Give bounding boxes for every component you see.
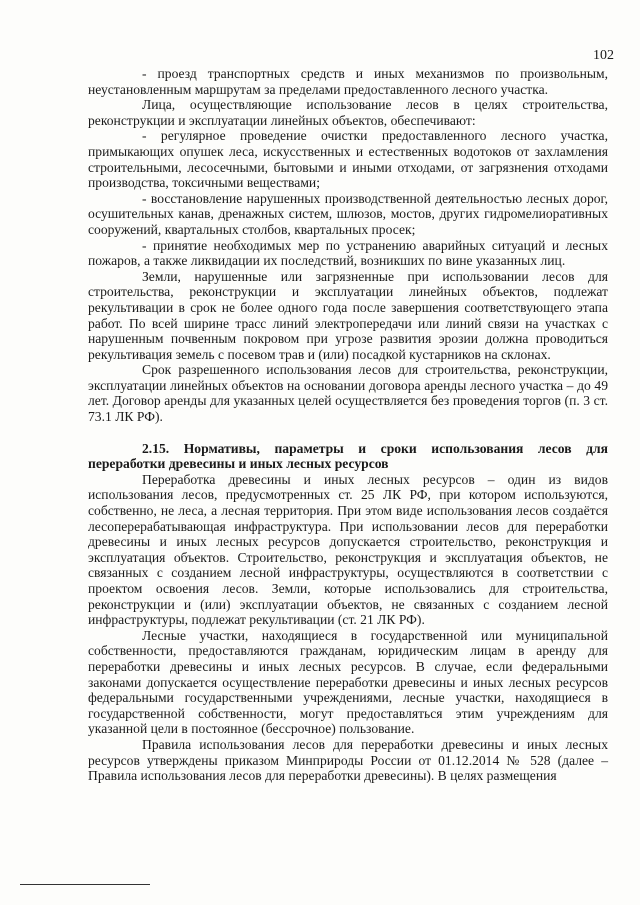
paragraph: Лица, осуществляющие использование лесов в целях строительства, реконструкции и эксплуатации линейных объектов, обеспечивают:: [88, 97, 608, 128]
section-heading: 2.15. Нормативы, параметры и сроки использования лесов для переработки древесины и иных лесных ресурсов: [88, 440, 608, 472]
paragraph: Лесные участки, находящиеся в государственной или муниципальной собственности, предоставляются гражданам, юридическим лицам в аренду для переработки древесины и иных лесных ресурсов. В случае, если федеральными законами допускается осуществление переработки древесины и иных лесных ресурсов федеральными государственными учреждениями, лесные участки, находящиеся в государственной собственности, могут предоставляться этим учреждениям для указанной цели в постоянное (бессрочное) пользование.: [88, 627, 608, 737]
paragraph: Срок разрешенного использования лесов для строительства, реконструкции, эксплуатации линейных объектов на основании договора аренды лесного участка – до 49 лет. Договор аренды для указанных целей осуществляется без проведения торгов (п. 3 ст. 73.1 ЛК РФ).: [88, 362, 608, 425]
paragraph: - принятие необходимых мер по устранению аварийных ситуаций и лесных пожаров, а также ликвидации их последствий, возникших по вине указанных лиц.: [88, 237, 608, 269]
paragraph: Переработка древесины и иных лесных ресурсов – один из видов использования лесов, предусмотренных ст. 25 ЛК РФ, при котором используются, собственно, не леса, а лесная территория. При этом виде использования лесов создаётся лесоперерабатывающая инфраструктура. При использовании лесов для переработки древесины и иных лесных ресурсов допускается строительство, реконструкция и эксплуатация объектов. Строительство, реконструкция и эксплуатация объектов, не связанных с созданием лесной инфраструктуры, осуществляются в соответствии с проектом освоения лесов. Земли, которые использовались для строительства, реконструкции и (или) эксплуатации объектов, не связанных с созданием лесной инфраструктуры, подлежат рекультивации (ст. 21 ЛК РФ).: [88, 471, 608, 628]
paragraph: Земли, нарушенные или загрязненные при использовании лесов для строительства, реконструкции и эксплуатации линейных объектов, подлежат рекультивации в срок не более одного года после завершения соответствующего этапа работ. По всей ширине трасс линий электропередачи или линий связи на участках с нарушенным почвенным покровом при угрозе развития эрозии должна проводиться рекультивация земель с посевом трав и (или) посадкой кустарников на склонах.: [88, 268, 608, 362]
paragraph: - регулярное проведение очистки предоставленного лесного участка, примыкающих опушек леса, искусственных и естественных водотоков от захламления строительными, лесосечными, бытовыми и иными отходами, от загрязнения отходами производства, токсичными веществами;: [88, 128, 608, 191]
document-body: [88, 66, 608, 784]
footnote-rule: [20, 884, 150, 885]
paragraph: - проезд транспортных средств и иных механизмов по произвольным, неустановленным маршрутам за пределами предоставленного лесного участка.: [88, 66, 608, 97]
paragraph: Правила использования лесов для переработки древесины и иных лесных ресурсов утверждены приказом Минприроды России от 01.12.2014 № 528 (далее – Правила использования лесов для переработки древесины). В целях размещения: [88, 736, 608, 784]
page-number: 102: [593, 48, 614, 63]
paragraph: - восстановление нарушенных производственной деятельностью лесных дорог, осушительных канав, дренажных систем, шлюзов, мостов, других гидромелиоративных сооружений, квартальных столбов, квартальных просек;: [88, 190, 608, 237]
